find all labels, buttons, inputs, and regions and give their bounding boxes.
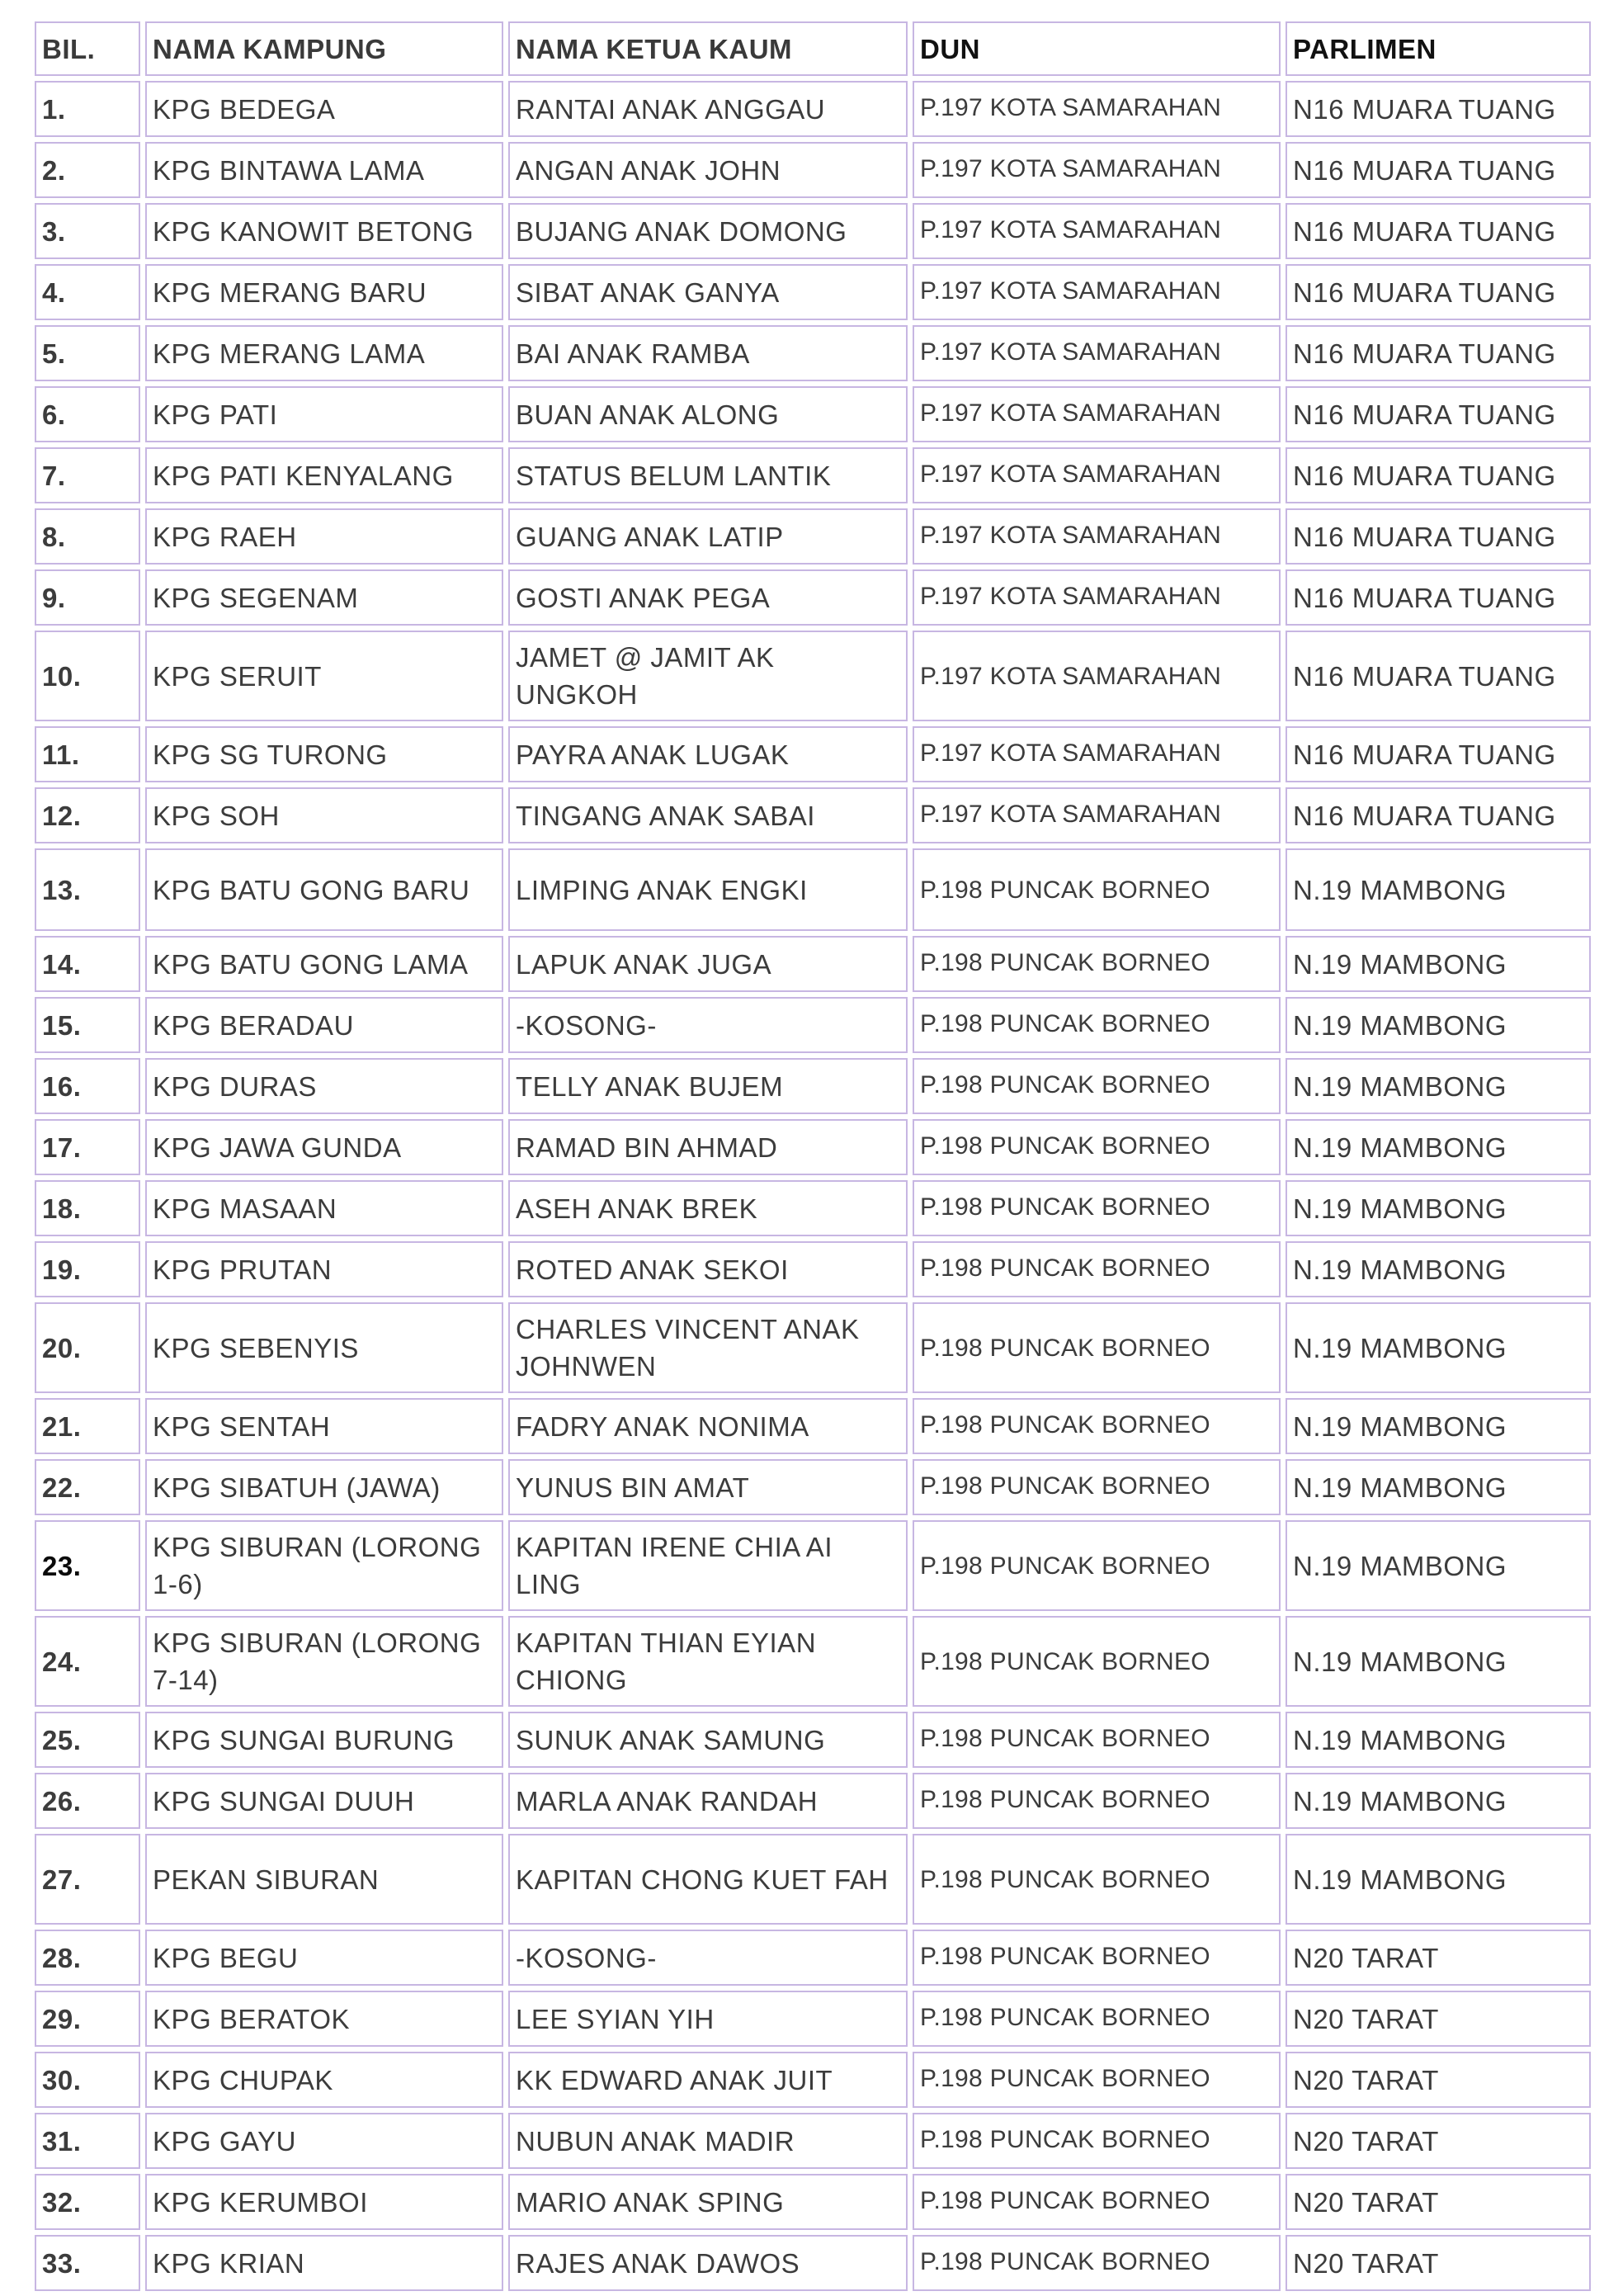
cell-bil: 24. — [35, 1616, 140, 1707]
cell-bil: 27. — [35, 1834, 140, 1925]
table-row — [35, 264, 1591, 320]
cell-parlimen: N.19 MAMBONG — [1286, 997, 1591, 1053]
cell-bil: 8. — [35, 508, 140, 565]
cell-dun: P.198 PUNCAK BORNEO — [913, 2174, 1281, 2230]
cell-nama-ketua-kaum: LEE SYIAN YIH — [508, 1991, 908, 2047]
cell-bil: 17. — [35, 1119, 140, 1175]
cell-nama-kampung: KPG SUNGAI DUUH — [145, 1773, 503, 1829]
cell-dun: P.197 KOTA SAMARAHAN — [913, 508, 1281, 565]
cell-dun: P.198 PUNCAK BORNEO — [913, 1773, 1281, 1829]
cell-nama-ketua-kaum: JAMET @ JAMIT AK UNGKOH — [508, 631, 908, 721]
cell-nama-ketua-kaum: KAPITAN CHONG KUET FAH — [508, 1834, 908, 1925]
cell-parlimen: N16 MUARA TUANG — [1286, 787, 1591, 843]
table-row — [35, 1930, 1591, 1986]
cell-bil: 13. — [35, 848, 140, 931]
cell-nama-ketua-kaum: LIMPING ANAK ENGKI — [508, 848, 908, 931]
cell-parlimen: N.19 MAMBONG — [1286, 1834, 1591, 1925]
cell-nama-ketua-kaum: KK EDWARD ANAK JUIT — [508, 2052, 908, 2108]
cell-parlimen: N.19 MAMBONG — [1286, 1302, 1591, 1393]
table-row — [35, 2113, 1591, 2169]
kampung-table — [30, 17, 1596, 2296]
cell-dun: P.198 PUNCAK BORNEO — [913, 1834, 1281, 1925]
cell-nama-ketua-kaum: KAPITAN IRENE CHIA AI LING — [508, 1520, 908, 1611]
cell-bil: 19. — [35, 1241, 140, 1297]
cell-nama-ketua-kaum: BUAN ANAK ALONG — [508, 386, 908, 442]
cell-dun: P.197 KOTA SAMARAHAN — [913, 386, 1281, 442]
cell-nama-kampung: KPG SERUIT — [145, 631, 503, 721]
cell-dun: P.198 PUNCAK BORNEO — [913, 2235, 1281, 2291]
cell-dun: P.198 PUNCAK BORNEO — [913, 2113, 1281, 2169]
table-row — [35, 447, 1591, 503]
cell-nama-kampung: KPG BINTAWA LAMA — [145, 142, 503, 198]
cell-bil: 20. — [35, 1302, 140, 1393]
cell-bil: 23. — [35, 1520, 140, 1611]
header-bil: BIL. — [35, 21, 140, 76]
cell-bil: 5. — [35, 325, 140, 381]
cell-nama-kampung: KPG BEGU — [145, 1930, 503, 1986]
cell-parlimen: N20 TARAT — [1286, 2052, 1591, 2108]
cell-nama-kampung: KPG CHUPAK — [145, 2052, 503, 2108]
cell-parlimen: N16 MUARA TUANG — [1286, 81, 1591, 137]
table-row — [35, 2052, 1591, 2108]
cell-parlimen: N.19 MAMBONG — [1286, 1520, 1591, 1611]
cell-nama-ketua-kaum: -KOSONG- — [508, 997, 908, 1053]
cell-nama-kampung: KPG PATI — [145, 386, 503, 442]
cell-nama-kampung: KPG BATU GONG LAMA — [145, 936, 503, 992]
cell-nama-ketua-kaum: -KOSONG- — [508, 1930, 908, 1986]
cell-parlimen: N16 MUARA TUANG — [1286, 508, 1591, 565]
cell-nama-kampung: KPG BERATOK — [145, 1991, 503, 2047]
cell-parlimen: N20 TARAT — [1286, 2235, 1591, 2291]
cell-nama-kampung: KPG GAYU — [145, 2113, 503, 2169]
table-body — [35, 81, 1591, 2291]
cell-dun: P.197 KOTA SAMARAHAN — [913, 81, 1281, 137]
table-row — [35, 81, 1591, 137]
cell-nama-kampung: KPG BEDEGA — [145, 81, 503, 137]
table-row — [35, 569, 1591, 626]
cell-nama-kampung: KPG PATI KENYALANG — [145, 447, 503, 503]
table-row — [35, 2235, 1591, 2291]
cell-nama-ketua-kaum: RAJES ANAK DAWOS — [508, 2235, 908, 2291]
cell-nama-ketua-kaum: NUBUN ANAK MADIR — [508, 2113, 908, 2169]
header-nama-kampung: NAMA KAMPUNG — [145, 21, 503, 76]
cell-nama-ketua-kaum: BAI ANAK RAMBA — [508, 325, 908, 381]
cell-bil: 18. — [35, 1180, 140, 1236]
cell-nama-ketua-kaum: ANGAN ANAK JOHN — [508, 142, 908, 198]
cell-nama-ketua-kaum: PAYRA ANAK LUGAK — [508, 726, 908, 782]
table-row — [35, 325, 1591, 381]
cell-bil: 15. — [35, 997, 140, 1053]
cell-nama-ketua-kaum: GUANG ANAK LATIP — [508, 508, 908, 565]
cell-dun: P.198 PUNCAK BORNEO — [913, 1398, 1281, 1454]
cell-parlimen: N16 MUARA TUANG — [1286, 447, 1591, 503]
cell-parlimen: N.19 MAMBONG — [1286, 848, 1591, 931]
table-row — [35, 1712, 1591, 1768]
cell-bil: 12. — [35, 787, 140, 843]
cell-dun: P.198 PUNCAK BORNEO — [913, 1302, 1281, 1393]
cell-bil: 22. — [35, 1459, 140, 1515]
cell-nama-kampung: KPG BATU GONG BARU — [145, 848, 503, 931]
cell-nama-ketua-kaum: SUNUK ANAK SAMUNG — [508, 1712, 908, 1768]
table-row — [35, 1616, 1591, 1707]
table-row — [35, 1180, 1591, 1236]
cell-bil: 3. — [35, 203, 140, 259]
cell-dun: P.198 PUNCAK BORNEO — [913, 1058, 1281, 1114]
cell-parlimen: N16 MUARA TUANG — [1286, 325, 1591, 381]
cell-nama-kampung: KPG SOH — [145, 787, 503, 843]
cell-parlimen: N.19 MAMBONG — [1286, 1058, 1591, 1114]
cell-nama-ketua-kaum: RANTAI ANAK ANGGAU — [508, 81, 908, 137]
table-row — [35, 508, 1591, 565]
cell-nama-kampung: KPG JAWA GUNDA — [145, 1119, 503, 1175]
table-header-row — [35, 21, 1591, 76]
cell-bil: 31. — [35, 2113, 140, 2169]
cell-dun: P.197 KOTA SAMARAHAN — [913, 569, 1281, 626]
table-row — [35, 203, 1591, 259]
cell-bil: 33. — [35, 2235, 140, 2291]
table-row — [35, 1058, 1591, 1114]
cell-bil: 21. — [35, 1398, 140, 1454]
cell-nama-kampung: KPG SG TURONG — [145, 726, 503, 782]
cell-parlimen: N.19 MAMBONG — [1286, 1398, 1591, 1454]
cell-bil: 4. — [35, 264, 140, 320]
cell-parlimen: N.19 MAMBONG — [1286, 1712, 1591, 1768]
cell-bil: 26. — [35, 1773, 140, 1829]
cell-parlimen: N20 TARAT — [1286, 2113, 1591, 2169]
cell-nama-ketua-kaum: STATUS BELUM LANTIK — [508, 447, 908, 503]
cell-nama-kampung: KPG RAEH — [145, 508, 503, 565]
table-row — [35, 1119, 1591, 1175]
cell-parlimen: N16 MUARA TUANG — [1286, 631, 1591, 721]
cell-nama-kampung: PEKAN SIBURAN — [145, 1834, 503, 1925]
table-row — [35, 997, 1591, 1053]
cell-nama-kampung: KPG PRUTAN — [145, 1241, 503, 1297]
cell-bil: 9. — [35, 569, 140, 626]
table-row — [35, 936, 1591, 992]
table-row — [35, 1398, 1591, 1454]
cell-dun: P.198 PUNCAK BORNEO — [913, 1520, 1281, 1611]
table-row — [35, 1834, 1591, 1925]
cell-bil: 1. — [35, 81, 140, 137]
cell-parlimen: N.19 MAMBONG — [1286, 1773, 1591, 1829]
cell-nama-ketua-kaum: TINGANG ANAK SABAI — [508, 787, 908, 843]
cell-dun: P.197 KOTA SAMARAHAN — [913, 631, 1281, 721]
cell-nama-kampung: KPG SIBATUH (JAWA) — [145, 1459, 503, 1515]
cell-dun: P.198 PUNCAK BORNEO — [913, 1119, 1281, 1175]
cell-dun: P.198 PUNCAK BORNEO — [913, 1180, 1281, 1236]
cell-dun: P.197 KOTA SAMARAHAN — [913, 264, 1281, 320]
cell-dun: P.198 PUNCAK BORNEO — [913, 1241, 1281, 1297]
header-parlimen: PARLIMEN — [1286, 21, 1591, 76]
cell-dun: P.197 KOTA SAMARAHAN — [913, 142, 1281, 198]
cell-dun: P.198 PUNCAK BORNEO — [913, 997, 1281, 1053]
cell-parlimen: N16 MUARA TUANG — [1286, 569, 1591, 626]
cell-bil: 30. — [35, 2052, 140, 2108]
cell-parlimen: N16 MUARA TUANG — [1286, 203, 1591, 259]
cell-nama-kampung: KPG KRIAN — [145, 2235, 503, 2291]
cell-nama-ketua-kaum: GOSTI ANAK PEGA — [508, 569, 908, 626]
table-row — [35, 1459, 1591, 1515]
cell-dun: P.198 PUNCAK BORNEO — [913, 1616, 1281, 1707]
cell-bil: 28. — [35, 1930, 140, 1986]
cell-nama-ketua-kaum: KAPITAN THIAN EYIAN CHIONG — [508, 1616, 908, 1707]
cell-nama-kampung: KPG SEGENAM — [145, 569, 503, 626]
cell-bil: 32. — [35, 2174, 140, 2230]
cell-dun: P.198 PUNCAK BORNEO — [913, 936, 1281, 992]
cell-dun: P.197 KOTA SAMARAHAN — [913, 203, 1281, 259]
cell-nama-kampung: KPG SENTAH — [145, 1398, 503, 1454]
cell-nama-ketua-kaum: RAMAD BIN AHMAD — [508, 1119, 908, 1175]
cell-nama-kampung: KPG MERANG LAMA — [145, 325, 503, 381]
cell-nama-ketua-kaum: FADRY ANAK NONIMA — [508, 1398, 908, 1454]
cell-nama-ketua-kaum: YUNUS BIN AMAT — [508, 1459, 908, 1515]
cell-nama-kampung: KPG KERUMBOI — [145, 2174, 503, 2230]
cell-nama-kampung: KPG MERANG BARU — [145, 264, 503, 320]
table-row — [35, 1241, 1591, 1297]
cell-parlimen: N20 TARAT — [1286, 1930, 1591, 1986]
table-row — [35, 1991, 1591, 2047]
cell-dun: P.197 KOTA SAMARAHAN — [913, 726, 1281, 782]
cell-nama-ketua-kaum: ROTED ANAK SEKOI — [508, 1241, 908, 1297]
cell-dun: P.198 PUNCAK BORNEO — [913, 848, 1281, 931]
cell-bil: 11. — [35, 726, 140, 782]
cell-dun: P.198 PUNCAK BORNEO — [913, 1712, 1281, 1768]
cell-dun: P.197 KOTA SAMARAHAN — [913, 325, 1281, 381]
table-row — [35, 142, 1591, 198]
cell-parlimen: N.19 MAMBONG — [1286, 1119, 1591, 1175]
cell-nama-ketua-kaum: CHARLES VINCENT ANAK JOHNWEN — [508, 1302, 908, 1393]
cell-parlimen: N16 MUARA TUANG — [1286, 142, 1591, 198]
table-row — [35, 726, 1591, 782]
cell-parlimen: N.19 MAMBONG — [1286, 1616, 1591, 1707]
cell-bil: 25. — [35, 1712, 140, 1768]
cell-parlimen: N16 MUARA TUANG — [1286, 386, 1591, 442]
cell-bil: 7. — [35, 447, 140, 503]
cell-dun: P.198 PUNCAK BORNEO — [913, 2052, 1281, 2108]
cell-nama-kampung: KPG SUNGAI BURUNG — [145, 1712, 503, 1768]
cell-nama-kampung: KPG SIBURAN (LORONG 1-6) — [145, 1520, 503, 1611]
cell-parlimen: N20 TARAT — [1286, 2174, 1591, 2230]
table-row — [35, 2174, 1591, 2230]
cell-parlimen: N16 MUARA TUANG — [1286, 726, 1591, 782]
cell-dun: P.198 PUNCAK BORNEO — [913, 1991, 1281, 2047]
table-row — [35, 1302, 1591, 1393]
cell-nama-kampung: KPG BERADAU — [145, 997, 503, 1053]
cell-dun: P.198 PUNCAK BORNEO — [913, 1930, 1281, 1986]
cell-nama-kampung: KPG MASAAN — [145, 1180, 503, 1236]
cell-nama-ketua-kaum: BUJANG ANAK DOMONG — [508, 203, 908, 259]
cell-parlimen: N.19 MAMBONG — [1286, 936, 1591, 992]
header-nama-ketua-kaum: NAMA KETUA KAUM — [508, 21, 908, 76]
table-row — [35, 386, 1591, 442]
cell-nama-kampung: KPG SEBENYIS — [145, 1302, 503, 1393]
cell-parlimen: N20 TARAT — [1286, 1991, 1591, 2047]
cell-nama-ketua-kaum: MARLA ANAK RANDAH — [508, 1773, 908, 1829]
cell-nama-ketua-kaum: MARIO ANAK SPING — [508, 2174, 908, 2230]
cell-bil: 14. — [35, 936, 140, 992]
cell-bil: 6. — [35, 386, 140, 442]
cell-nama-ketua-kaum: LAPUK ANAK JUGA — [508, 936, 908, 992]
table-row — [35, 1773, 1591, 1829]
table-row — [35, 787, 1591, 843]
cell-nama-ketua-kaum: TELLY ANAK BUJEM — [508, 1058, 908, 1114]
cell-nama-kampung: KPG DURAS — [145, 1058, 503, 1114]
cell-nama-ketua-kaum: ASEH ANAK BREK — [508, 1180, 908, 1236]
cell-nama-kampung: KPG KANOWIT BETONG — [145, 203, 503, 259]
cell-dun: P.197 KOTA SAMARAHAN — [913, 787, 1281, 843]
header-dun: DUN — [913, 21, 1281, 76]
cell-bil: 29. — [35, 1991, 140, 2047]
cell-nama-kampung: KPG SIBURAN (LORONG 7-14) — [145, 1616, 503, 1707]
cell-bil: 10. — [35, 631, 140, 721]
cell-dun: P.198 PUNCAK BORNEO — [913, 1459, 1281, 1515]
table-row — [35, 631, 1591, 721]
cell-dun: P.197 KOTA SAMARAHAN — [913, 447, 1281, 503]
cell-parlimen: N.19 MAMBONG — [1286, 1241, 1591, 1297]
table-row — [35, 848, 1591, 931]
cell-parlimen: N16 MUARA TUANG — [1286, 264, 1591, 320]
cell-bil: 16. — [35, 1058, 140, 1114]
cell-parlimen: N.19 MAMBONG — [1286, 1459, 1591, 1515]
cell-parlimen: N.19 MAMBONG — [1286, 1180, 1591, 1236]
table-row — [35, 1520, 1591, 1611]
cell-bil: 2. — [35, 142, 140, 198]
cell-nama-ketua-kaum: SIBAT ANAK GANYA — [508, 264, 908, 320]
